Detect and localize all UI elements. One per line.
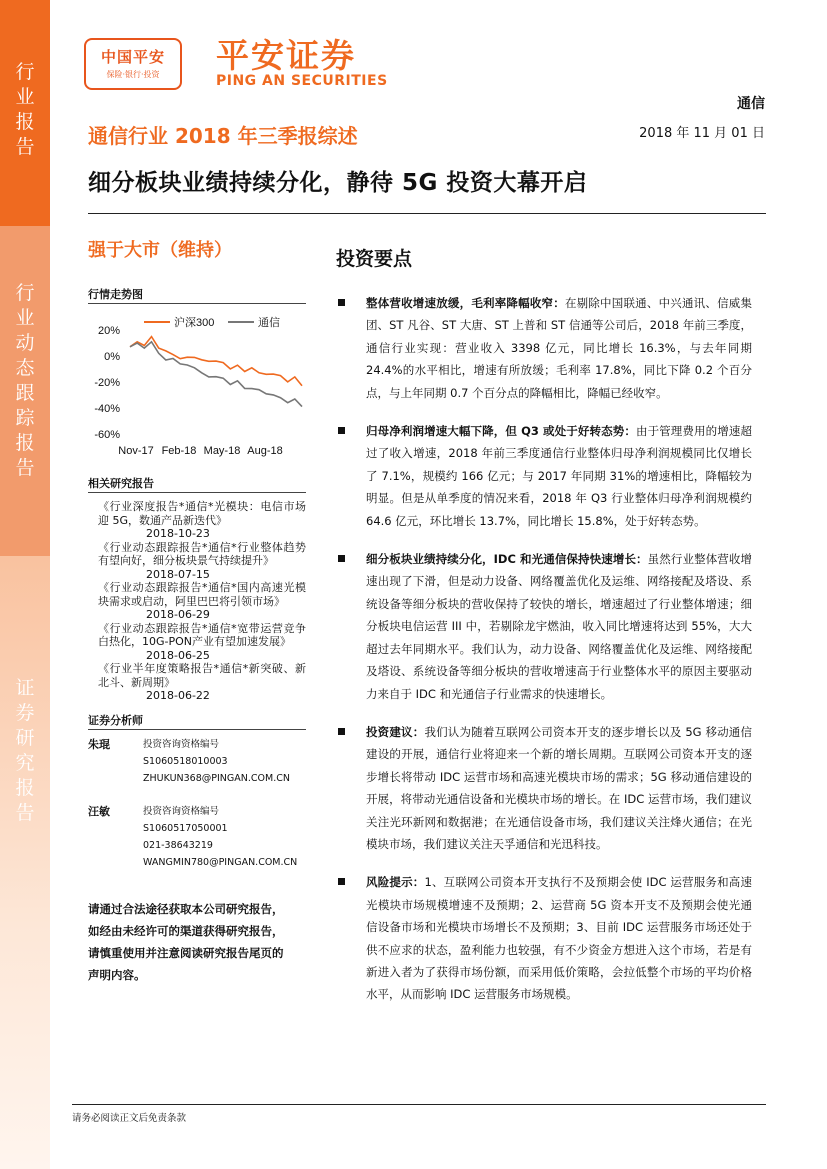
highlight-text: 我们认为随着互联网公司资本开支的逐步增长以及 5G 移动通信建设的开展，通信行业将迎来一个新的增长周期。互联网公司资本开支的逐步增长将带动 IDC 运营市场和高速光模块市场的需求；5G 移动通信建设的开展，将带动光通信设备和光模块市场的增长。在 IDC 运营市场，我们建议关注光环新网和数据港；在光通信设备市场，我们建议关注烽火通信；在光模块市场，我们建议关注天孚通信和光迅科技。: [366, 724, 752, 851]
y-tick-label: 0%: [104, 351, 120, 363]
series-line-hs300: [130, 337, 302, 386]
chart-svg: [88, 310, 310, 460]
highlight-lead: 投资建议：: [366, 724, 425, 739]
related-report-title: 《行业动态跟踪报告*通信*宽带运营竞争白热化，10G-PON产业有望加速发展》: [98, 621, 306, 648]
investment-highlights: [336, 292, 752, 1022]
highlight-lead: 归母净利润增速大幅下降，但 Q3 或处于好转态势：: [366, 424, 636, 439]
sidebar-tracking-report: 行 业 动 态 跟 踪 报 告: [0, 226, 50, 556]
analyst-qualification: 投资咨询资格编号: [143, 806, 220, 817]
footer-divider: [72, 1104, 766, 1105]
x-tick-label: Nov-17: [118, 445, 154, 457]
x-tick-label: Feb-18: [161, 445, 197, 457]
highlight-text: 由于管理费用的增速超过了收入增速，2018 年前三季度通信行业整体归母净利润规模同比仅增长了 7.1%，规模约 166 亿元；与 2017 年同期 31%的增速相比，降幅较为明显。但是从单季度的情况来看，2018 年 Q3 行业整体归母净利润规模约 64.6 亿元，环比增长 13.7%，同比增长 15.8%，处于好转态势。: [366, 424, 752, 528]
y-tick-label: -40%: [94, 403, 120, 415]
highlight-text: 在剔除中国联通、中兴通讯、信威集团、ST 凡谷、ST 大唐、ST 上普和 ST 信通等公司后，2018 年前三季度，通信行业实现：营业收入 3398 亿元，同比增长 16.3%，与去年同期 24.4%的水平相比，增速有所放缓；毛利率 17.8%，同比下降 0.2 个百分点，与上年同期 0.7 个百分点的降幅相比，降幅已经收窄。: [366, 296, 752, 400]
chart-section-divider: [88, 303, 306, 304]
related-report-date: 2018-06-22: [146, 689, 210, 702]
bullet-square-icon: [338, 555, 345, 562]
securities-logo-cn: 平安证券: [216, 36, 356, 75]
y-tick-label: -60%: [94, 429, 120, 441]
y-tick-label: -20%: [94, 377, 120, 389]
legend-label: 沪深300: [174, 317, 215, 329]
highlight-lead: 风险提示：: [366, 875, 425, 890]
report-title: 通信行业 2018 年三季报综述: [88, 124, 358, 148]
analyst-name: 汪敏: [88, 805, 110, 818]
related-report-title: 《行业动态跟踪报告*通信*国内高速光模块需求或启动，阿里巴巴将引领市场》: [98, 581, 306, 608]
header-divider: [88, 213, 766, 214]
left-sidebar: [0, 0, 50, 1169]
highlight-item: [336, 548, 752, 705]
analyst-license: S1060518010003: [143, 756, 228, 767]
related-report-title: 《行业深度报告*通信*光模块：电信市场迎 5G，数通产品新迭代》: [98, 500, 306, 527]
analyst-name: 朱琨: [88, 738, 110, 751]
analyst-email: WANGMIN780@PINGAN.COM.CN: [143, 857, 298, 868]
related-section-divider: [88, 492, 306, 493]
ping-an-group-logo: [84, 38, 182, 90]
highlight-lead: 整体营收增速放缓，毛利率降幅收窄：: [366, 296, 565, 310]
logo-box-title: 中国平安: [100, 48, 165, 66]
bullet-square-icon: [338, 878, 345, 885]
related-report-title: 《行业半年度策略报告*通信*新突破、新北斗、新周期》: [98, 662, 306, 689]
report-date: 2018 年 11 月 01 日: [639, 126, 765, 141]
bullet-square-icon: [338, 427, 345, 434]
legend-label: 通信: [258, 317, 280, 329]
analyst-section-label: 证券分析师: [88, 714, 143, 727]
highlight-item: [336, 721, 752, 855]
related-report-title: 《行业动态跟踪报告*通信*行业整体趋势有望向好，细分板块景气持续提升》: [98, 540, 306, 567]
related-report-date: 2018-06-29: [146, 608, 210, 621]
analyst-license: S1060517050001: [143, 823, 228, 834]
disclaimer: 请通过合法途径获取本公司研究报告，如经由未经许可的渠道获得研究报告，请慎重使用并注意阅读研究报告尾页的声明内容。: [88, 902, 284, 982]
rating: 强于大市（维持）: [88, 240, 232, 261]
market-trend-chart: [88, 310, 310, 460]
sidebar-securities-report: 证 券 研 究 报 告: [0, 556, 50, 1169]
highlight-item: [336, 871, 752, 1005]
analyst-section-divider: [88, 729, 306, 730]
sidebar-industry-report: 行 业 报 告: [0, 0, 50, 226]
related-reports-list: [98, 500, 306, 703]
related-report-date: 2018-06-25: [146, 648, 210, 662]
y-tick-label: 20%: [97, 325, 120, 337]
footer-note: 请务必阅读正文后免责条款: [72, 1113, 187, 1124]
securities-logo-en: PING AN SECURITIES: [216, 73, 388, 89]
industry-label: 通信: [737, 96, 765, 112]
invest-title: 投资要点: [336, 248, 413, 270]
x-tick-label: Aug-18: [247, 445, 283, 457]
analyst-qualification: 投资咨询资格编号: [143, 739, 220, 750]
logo-box-subtitle: 保险·银行·投资: [106, 70, 160, 79]
highlight-text: 虽然行业整体营收增速出现了下滑，但是动力设备、网络覆盖优化及运维、网络接配及塔设、系统设备等细分板块的营收保持了较快的增长，增速超过了行业整体增速；细分板块电信运营 III 中，若剔除龙宇燃油，收入同比增速将达到 55%，大大超过去年同期水平。我们认为，动力设备、网络覆盖优化及运维、网络接配及塔设、系统设备等细分板块的营收增速高于行业整体水平的原因主要驱动力来自于 IDC 和光通信子行业需求的快速增长。: [366, 552, 753, 701]
chart-section-label: 行情走势图: [88, 288, 143, 301]
highlight-lead: 细分板块业绩持续分化，IDC 和光通信保持快速增长：: [366, 552, 648, 567]
related-report-date: 2018-10-23: [146, 527, 210, 540]
related-section-label: 相关研究报告: [88, 477, 154, 490]
highlight-text: 1、互联网公司资本开支执行不及预期会使 IDC 运营服务和高速光模块市场规模增速不及预期；2、运营商 5G 资本开支不及预期会使光通信设备市场和光模块市场增长不及预期；3、目前 IDC 运营服务市场还处于供不应求的状态，盈利能力也较强，有不少资金方想进入这个市场，若是有新进入者为了获得市场份额，而采用低价策略，会拉低整个市场的平均价格水平，从而影响 IDC 运营服务市场规模。: [366, 875, 752, 1002]
highlight-item: [336, 292, 752, 404]
related-report-date: 2018-07-15: [146, 567, 210, 581]
analyst-email: ZHUKUN368@PINGAN.COM.CN: [143, 773, 290, 784]
highlight-item: [336, 420, 752, 532]
x-tick-label: May-18: [203, 445, 241, 457]
bullet-square-icon: [338, 728, 345, 735]
analyst-phone: 021-38643219: [143, 840, 213, 851]
bullet-square-icon: [338, 299, 345, 306]
headline: 细分板块业绩持续分化，静待 5G 投资大幕开启: [88, 170, 588, 196]
